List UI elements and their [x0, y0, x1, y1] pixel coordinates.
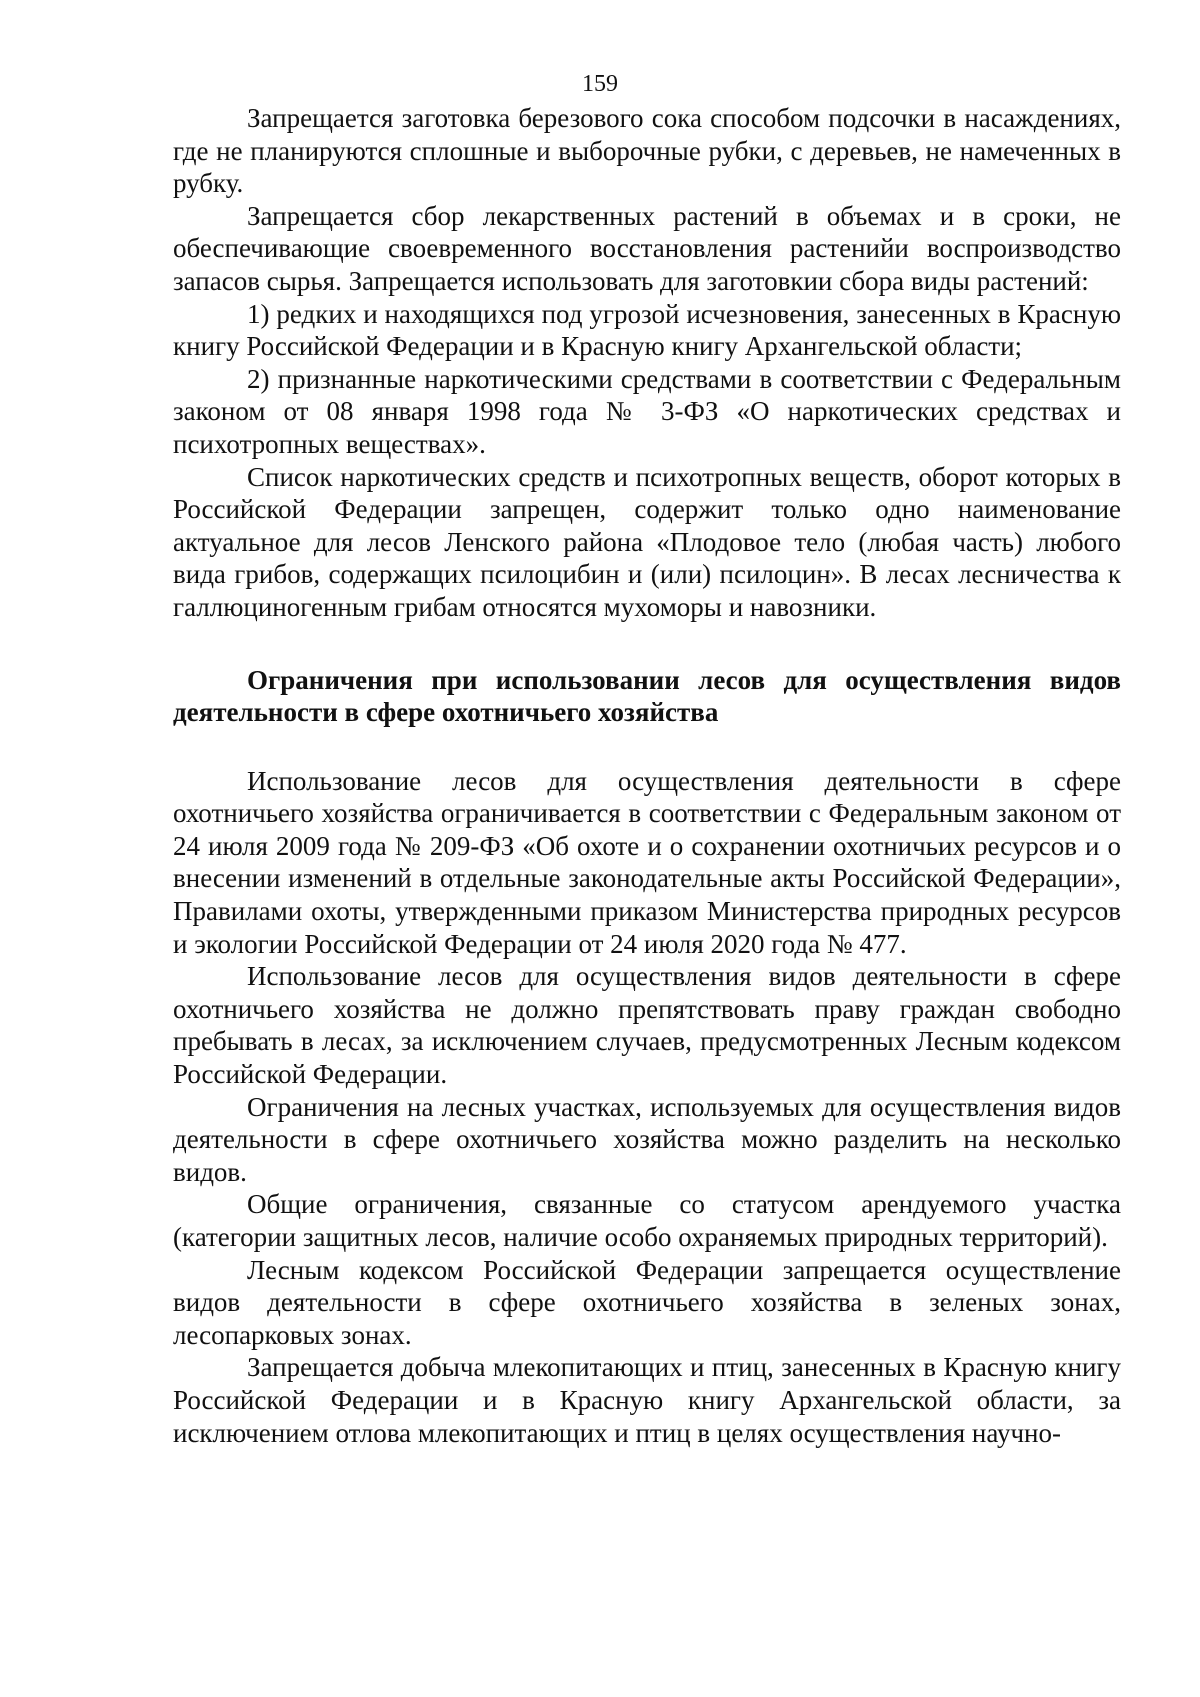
page-content [173, 102, 1121, 1449]
list-item-red-book: 1) редких и находящихся под угрозой исчезновения, занесенных в Красную книгу Российской Федерации и в Красную книгу Архангельской области; [173, 298, 1121, 362]
page-number: 159 [582, 71, 618, 97]
paragraph-medicinal-plants: Запрещается сбор лекарственных растений в объемах и в сроки, не обеспечивающие своевременного восстановления растенийи воспроизводство запасов сырья. Запрещается использовать для заготовкии сбора виды растений: [173, 200, 1121, 296]
paragraph-citizens-rights: Использование лесов для осуществления видов деятельности в сфере охотничьего хозяйства не должно препятствовать праву граждан свободно пребывать в лесах, за исключением случаев, предусмотренных Лесным кодексом Российской Федерации. [173, 961, 1121, 1090]
paragraph-restriction-types: Ограничения на лесных участках, используемых для осуществления видов деятельности в сфере охотничьего хозяйства можно разделить на несколько видов. [173, 1091, 1121, 1187]
list-item-narcotic: 2) признанные наркотическими средствами в соответствии с Федеральным законом от 08 января 1998 года № 3-ФЗ «О наркотических средствах и психотропных веществах». [173, 363, 1121, 459]
section-heading: Ограничения при использовании лесов для осуществления видов деятельности в сфере охотничьего хозяйства [173, 664, 1121, 728]
paragraph-narcotic-list: Список наркотических средств и психотропных веществ, оборот которых в Российской Федерации запрещен, содержит только одно наименование актуальное для лесов Ленского района «Плодовое тело (любая часть) любого вида грибов, содержащих псилоцибин и (или) псилоцин». В лесах лесничества к галлюциногенным грибам относятся мухоморы и навозники. [173, 461, 1121, 622]
paragraph-green-zones: Лесным кодексом Российской Федерации запрещается осуществление видов деятельности в сфере охотничьего хозяйства в зеленых зонах, лесопарковых зонах. [173, 1254, 1121, 1350]
paragraph-red-book-animals: Запрещается добыча млекопитающих и птиц, занесенных в Красную книгу Российской Федерации и в Красную книгу Архангельской области, за исключением отлова млекопитающих и птиц в целях осуществления научно- [173, 1352, 1121, 1448]
paragraph-general-restrictions: Общие ограничения, связанные со статусом арендуемого участка (категории защитных лесов, наличие особо охраняемых природных территорий). [173, 1189, 1121, 1252]
paragraph-birch-sap: Запрещается заготовка березового сока способом подсочки в насаждениях, где не планируются сплошные и выборочные рубки, с деревьев, не намеченных в рубку. [173, 103, 1121, 199]
paragraph-hunting-law: Использование лесов для осуществления деятельности в сфере охотничьего хозяйства ограничивается в соответствии с Федеральным законом от 24 июля 2009 года № 209-ФЗ «Об охоте и о сохранении охотничьих ресурсов и о внесении изменений в отдельные законодательные акты Российской Федерации», Правилами охоты, утвержденными приказом Министерства природных ресурсов и экологии Российской Федерации от 24 июля 2020 года № 477. [173, 765, 1121, 959]
